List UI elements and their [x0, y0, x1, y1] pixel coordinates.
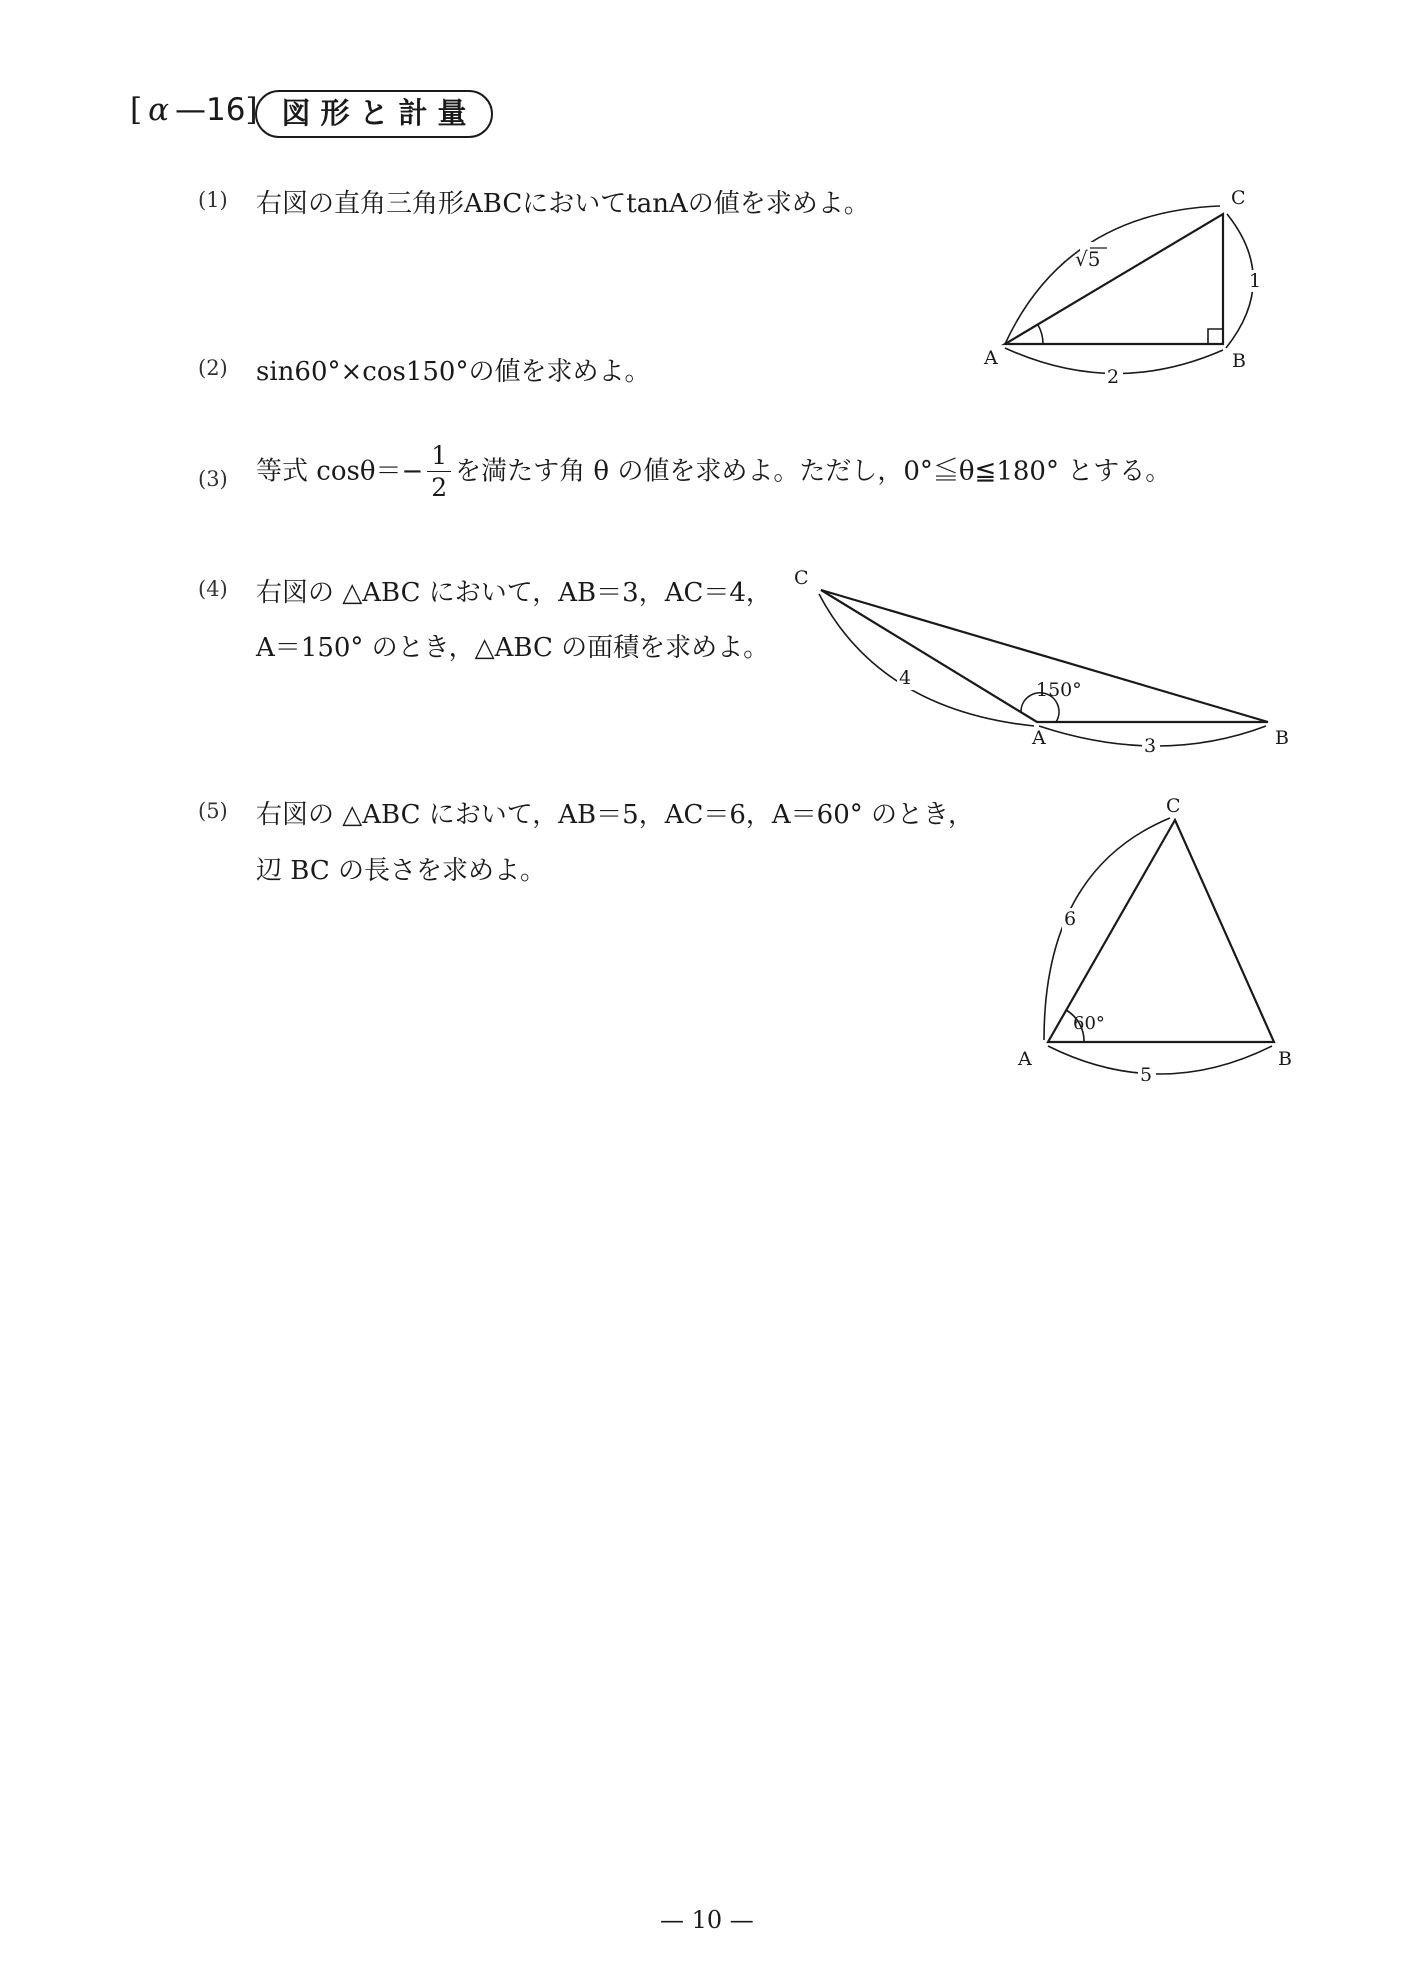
- side-ac-label: 4: [899, 667, 912, 689]
- problem-4-line1: 右図の △ABC において，AB＝3，AC＝4，: [256, 578, 772, 608]
- right-angle-mark: [1208, 329, 1223, 344]
- vertex-a-label: A: [1032, 727, 1046, 749]
- side-ac-label: √5: [1075, 247, 1101, 271]
- problem-3-number: (3): [198, 467, 228, 491]
- side-ac-label: 6: [1064, 908, 1077, 930]
- figure-1-right-triangle: [970, 180, 1270, 400]
- figure-5-acute-triangle: [1010, 790, 1310, 1100]
- section-label: [ α —16]: [130, 92, 258, 128]
- problem-2-text: sin60°×cos150°の値を求めよ。: [256, 357, 651, 387]
- problem-2-number: (2): [198, 356, 228, 380]
- vertex-b-label: B: [1232, 350, 1246, 372]
- brace-ac: [819, 594, 1034, 726]
- brace-ac: [1005, 206, 1220, 344]
- triangle-abc: [1005, 214, 1223, 344]
- side-ab-label: 5: [1140, 1064, 1153, 1086]
- problem-5-number: (5): [198, 799, 228, 823]
- angle-a-label: 60°: [1073, 1013, 1105, 1034]
- angle-a-label: 150°: [1036, 679, 1082, 701]
- triangle-abc: [1048, 820, 1274, 1042]
- section-title: 図形と計量: [255, 90, 493, 138]
- vertex-c-label: C: [794, 567, 809, 589]
- vertex-b-label: B: [1275, 727, 1289, 749]
- side-ab-label: 3: [1144, 735, 1157, 757]
- brace-ab: [1048, 1046, 1272, 1074]
- problem-5-line2: 辺 BC の長さを求めよ。: [256, 856, 547, 886]
- problem-4-number: (4): [198, 577, 228, 601]
- vertex-a-label: A: [984, 347, 998, 369]
- fraction-one-half: $\frac{1}{2}$: [427, 441, 451, 504]
- problem-4-line2: A＝150° のとき，△ABC の面積を求めよ。: [256, 633, 770, 663]
- page-number: — 10 —: [660, 1906, 754, 1934]
- figure-4-obtuse-triangle: [780, 560, 1300, 760]
- side-bc-label: 1: [1249, 270, 1262, 292]
- problem-3-text: 等式 cosθ＝− $\frac{1}{2}$ を満たす角 θ の値を求めよ。ただし，0°≦θ≦180° とする。: [256, 441, 1172, 502]
- problem-1-number: (1): [198, 188, 228, 212]
- vertex-b-label: B: [1278, 1048, 1292, 1070]
- vertex-c-label: C: [1166, 795, 1181, 817]
- angle-a-arc: [1038, 325, 1043, 344]
- problem-1-text: 右図の直角三角形ABCにおいてtanAの値を求めよ。: [256, 189, 870, 219]
- vertex-a-label: A: [1018, 1048, 1032, 1070]
- side-ab-label: 2: [1107, 366, 1120, 388]
- vertex-c-label: C: [1231, 187, 1246, 209]
- triangle-abc: [821, 590, 1268, 722]
- problem-5-line1: 右図の △ABC において，AB＝5，AC＝6，A＝60° のとき，: [256, 800, 974, 830]
